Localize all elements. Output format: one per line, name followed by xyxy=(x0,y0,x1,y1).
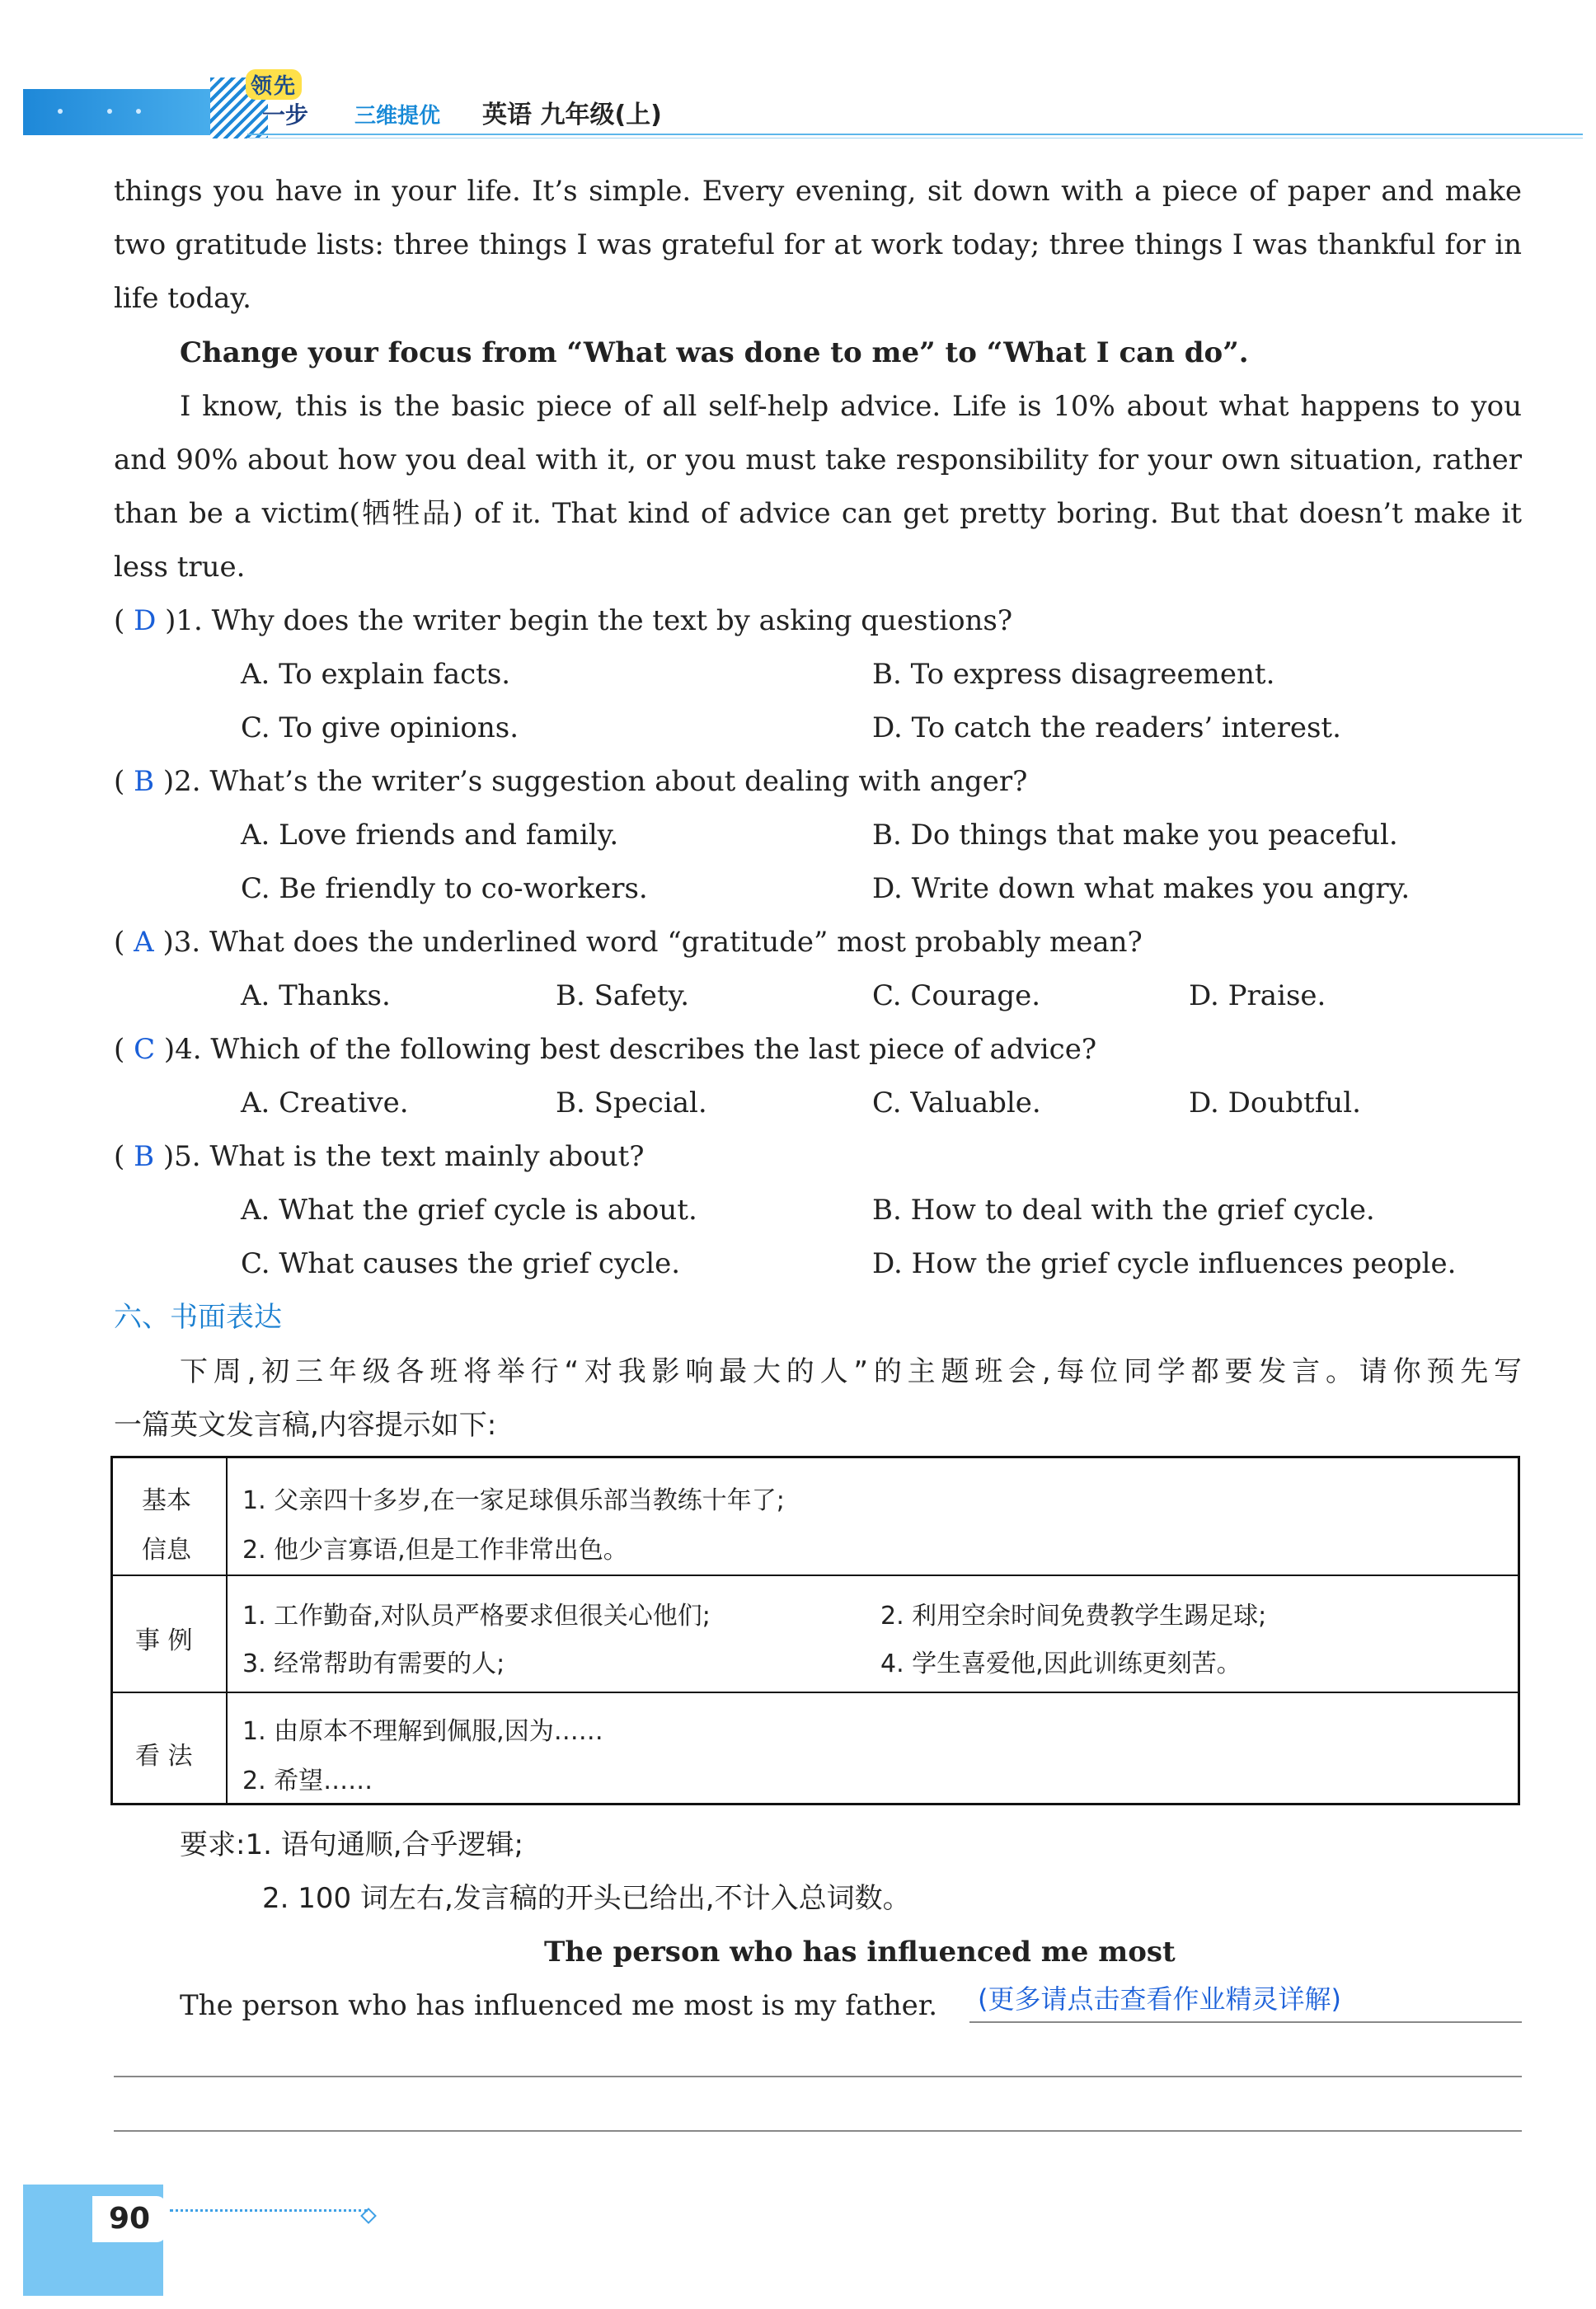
passage-line: life today. xyxy=(114,282,251,315)
option-b: B. How to deal with the grief cycle. xyxy=(872,1194,1375,1227)
essay-start: The person who has influenced me most is my father. xyxy=(180,1989,938,2022)
table-row-label: 事 例 xyxy=(135,1626,193,1655)
question-stem: )4. Which of the following best describes the last piece of advice? xyxy=(163,1033,1097,1066)
option-d: D. How the grief cycle influences people. xyxy=(872,1247,1457,1280)
answer-4: C xyxy=(134,1033,156,1066)
question-1: ( D )1. Why does the writer begin the text by asking questions? xyxy=(114,604,1013,637)
table-cell: 2. 他少言寡语,但是工作非常出色。 xyxy=(242,1536,628,1565)
more-details-link[interactable]: (更多请点击查看作业精灵详解) xyxy=(978,1983,1341,2015)
footer-dotted-line xyxy=(170,2209,368,2212)
question-3: ( A )3. What does the underlined word “gratitude” most probably mean? xyxy=(114,926,1143,959)
answer-5: B xyxy=(134,1140,155,1173)
table-cell: 2. 希望…… xyxy=(242,1767,373,1795)
option-a: A. What the grief cycle is about. xyxy=(241,1194,697,1227)
option-d: D. Doubtful. xyxy=(1189,1086,1361,1119)
option-a: A. Thanks. xyxy=(241,979,391,1012)
question-4: ( C )4. Which of the following best describes the last piece of advice? xyxy=(114,1033,1097,1066)
question-stem: )2. What’s the writer’s suggestion about dealing with anger? xyxy=(162,765,1028,798)
question-2: ( B )2. What’s the writer’s suggestion about dealing with anger? xyxy=(114,765,1028,798)
passage-line: and 90% about how you deal with it, or you must take responsibility for your own situation, rather xyxy=(114,443,1522,476)
option-b: B. Special. xyxy=(556,1086,707,1119)
section-title: 六、书面表达 xyxy=(114,1301,282,1334)
option-a: A. To explain facts. xyxy=(241,658,511,691)
answer-3: A xyxy=(134,926,154,959)
question-stem: )1. Why does the writer begin the text by asking questions? xyxy=(165,604,1013,637)
option-c: C. Valuable. xyxy=(872,1086,1041,1119)
table-cell: 3. 经常帮助有需要的人; xyxy=(242,1650,505,1678)
option-c: C. What causes the grief cycle. xyxy=(241,1247,681,1280)
question-stem: )3. What does the underlined word “gratitude” most probably mean? xyxy=(162,926,1143,959)
essay-title: The person who has influenced me most xyxy=(544,1936,1176,1969)
option-b: B. Do things that make you peaceful. xyxy=(872,819,1398,852)
writing-intro: 一篇英文发言稿,内容提示如下: xyxy=(114,1409,497,1442)
brand-series: 三维提优 xyxy=(354,104,441,129)
table-row-label: 信息 xyxy=(142,1536,191,1565)
writing-line[interactable] xyxy=(114,2076,1522,2077)
table-cell: 4. 学生喜爱他,因此训练更刻苦。 xyxy=(880,1650,1242,1678)
option-d: D. Write down what makes you angry. xyxy=(872,872,1411,905)
option-a: A. Love friends and family. xyxy=(241,819,619,852)
brand-logo-bottom: 一步 xyxy=(262,101,309,129)
writing-line[interactable] xyxy=(969,2021,1522,2023)
header-dot xyxy=(107,109,112,114)
passage-heading: Change your focus from “What was done to me” to “What I can do”. xyxy=(180,336,1249,369)
requirement: 要求:1. 语句通顺,合乎逻辑; xyxy=(180,1828,523,1861)
book-subject: 英语 九年级(上) xyxy=(482,101,662,129)
option-d: D. To catch the readers’ interest. xyxy=(872,711,1341,744)
passage-line: things you have in your life. It’s simple. Every evening, sit down with a piece of paper and make xyxy=(114,175,1522,208)
brand-logo-top: 领先 xyxy=(246,69,302,100)
answer-1: D xyxy=(134,604,157,637)
option-a: A. Creative. xyxy=(241,1086,409,1119)
table-row-label: 看 法 xyxy=(135,1742,193,1771)
page-number: 90 xyxy=(92,2196,167,2242)
header-band xyxy=(23,89,242,135)
passage-line: less true. xyxy=(114,551,246,584)
option-c: C. Courage. xyxy=(872,979,1041,1012)
header-rule xyxy=(247,134,1583,135)
option-b: B. Safety. xyxy=(556,979,690,1012)
table-cell: 1. 父亲四十多岁,在一家足球俱乐部当教练十年了; xyxy=(242,1486,785,1515)
header-dot xyxy=(58,109,63,114)
option-c: C. Be friendly to co-workers. xyxy=(241,872,648,905)
table-cell: 2. 利用空余时间免费教学生踢足球; xyxy=(880,1602,1267,1631)
writing-line[interactable] xyxy=(114,2130,1522,2132)
table-cell: 1. 工作勤奋,对队员严格要求但很关心他们; xyxy=(242,1602,711,1631)
passage-line: two gratitude lists: three things I was grateful for at work today; three things I was thankful for in xyxy=(114,228,1522,261)
writing-intro: 下周,初三年级各班将举行“对我影响最大的人”的主题班会,每位同学都要发言。请你预先写 xyxy=(180,1355,1522,1388)
table-cell: 1. 由原本不理解到佩服,因为…… xyxy=(242,1717,603,1746)
header-dot xyxy=(136,109,141,114)
option-c: C. To give opinions. xyxy=(241,711,519,744)
passage-line: I know, this is the basic piece of all self-help advice. Life is 10% about what happens to you xyxy=(180,390,1522,423)
passage-line: than be a victim(牺牲品) of it. That kind of advice can get pretty boring. But that doesn’t make it xyxy=(114,497,1522,530)
question-5: ( B )5. What is the text mainly about? xyxy=(114,1140,645,1173)
option-d: D. Praise. xyxy=(1189,979,1326,1012)
table-divider xyxy=(110,1692,1520,1693)
table-divider xyxy=(226,1456,228,1805)
option-b: B. To express disagreement. xyxy=(872,658,1275,691)
requirement: 2. 100 词左右,发言稿的开头已给出,不计入总词数。 xyxy=(262,1882,911,1915)
table-divider xyxy=(110,1575,1520,1576)
question-stem: )5. What is the text mainly about? xyxy=(162,1140,645,1173)
answer-2: B xyxy=(134,765,155,798)
table-row-label: 基本 xyxy=(142,1486,191,1515)
